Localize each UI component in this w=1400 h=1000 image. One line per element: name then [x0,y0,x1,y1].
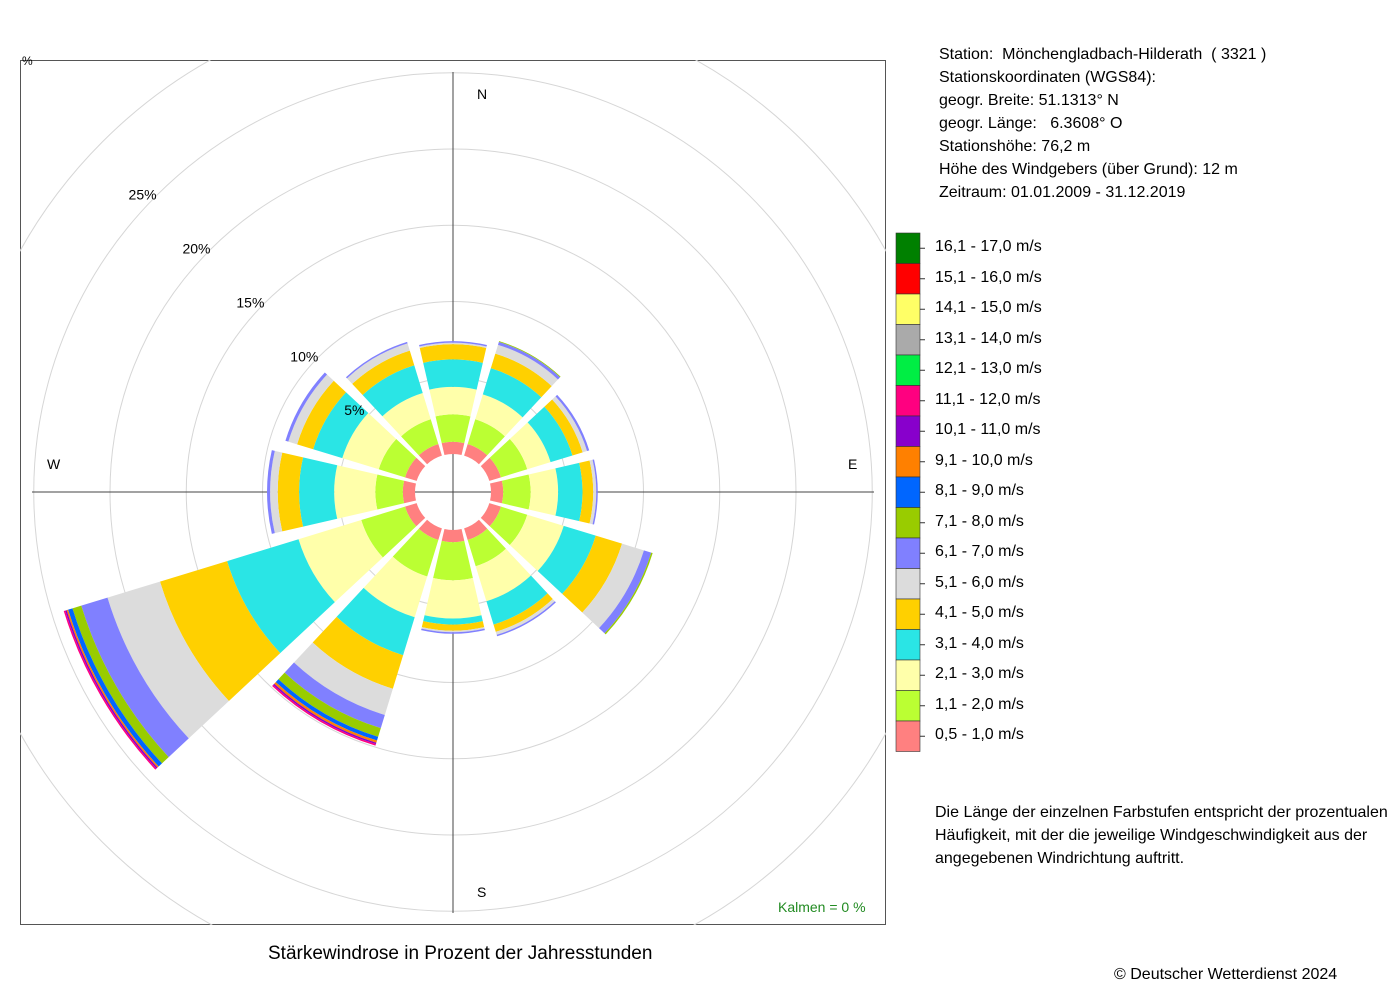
wedge-segment [555,463,582,521]
chart-title: Stärkewindrose in Prozent der Jahresstunden [268,943,653,964]
legend-label: 8,1 - 9,0 m/s [935,482,1024,500]
legend-swatch [896,294,920,325]
compass-label-s: S [477,884,487,900]
legend-swatch [896,599,920,630]
station-info-line: Station: Mönchengladbach-Hilderath ( 3321 ) [939,46,1267,63]
wedge-segment [429,387,476,416]
legend-label: 4,1 - 5,0 m/s [935,604,1024,622]
label-layer [22,54,857,900]
legend-swatch [896,538,920,569]
ring-label: 5% [344,402,365,419]
station-info-line: Stationskoordinaten (WGS84): [939,69,1156,86]
radial-unit-label: % [22,54,33,68]
legend-swatch [896,416,920,447]
copyright: © Deutscher Wetterdienst 2024 [1114,966,1338,983]
legend-label: 3,1 - 4,0 m/s [935,634,1024,652]
legend-swatch [896,508,920,539]
legend-label: 16,1 - 17,0 m/s [935,238,1042,256]
station-info-line: geogr. Länge: 6.3608° O [939,115,1123,132]
ring-label: 15% [236,294,265,311]
axes-layer [32,72,874,913]
compass-label-n: N [477,86,488,102]
wedge-segment [403,481,416,504]
station-info-line: geogr. Breite: 51.1313° N [939,92,1119,109]
legend-label: 12,1 - 13,0 m/s [935,360,1042,378]
wedge-segment [502,475,531,510]
legend-swatch [896,721,920,752]
calms-label: Kalmen = 0 % [778,899,866,915]
legend-label: 13,1 - 14,0 m/s [935,329,1042,347]
legend-label: 7,1 - 8,0 m/s [935,512,1024,530]
station-info-line: Stationshöhe: 76,2 m [939,138,1091,155]
wedge-segment [442,442,465,455]
wedge-segment [425,578,482,618]
legend-swatch [896,447,920,478]
legend-label: 0,5 - 1,0 m/s [935,726,1024,744]
note-line: angegebenen Windrichtung auftritt. [935,850,1185,867]
compass-label-e: E [848,456,858,472]
wedge-segment [334,465,377,518]
station-info-line: Zeitraum: 01.01.2009 - 31.12.2019 [939,184,1186,201]
wedge-segment [375,475,404,510]
note-line: Die Länge der einzelnen Farbstufen entspricht der prozentualen [935,804,1388,821]
wedge-segment [423,359,483,389]
legend-swatch [896,264,920,295]
legend-label: 15,1 - 16,0 m/s [935,268,1042,286]
legend-swatch [896,233,920,264]
legend-swatch [896,569,920,600]
legend-label: 10,1 - 11,0 m/s [935,421,1041,439]
legend-label: 11,1 - 12,0 m/s [935,390,1041,408]
legend-label: 6,1 - 7,0 m/s [935,543,1024,561]
legend-label: 5,1 - 6,0 m/s [935,573,1024,591]
legend-layer [896,233,925,752]
legend-label: 1,1 - 2,0 m/s [935,695,1024,713]
legend-label: 9,1 - 10,0 m/s [935,451,1033,469]
wedge-segment [433,541,473,580]
legend-swatch [896,355,920,386]
ring-label: 10% [290,348,319,365]
legend-swatch [896,630,920,661]
ring-label: 25% [128,186,157,203]
wedge-segment [490,481,503,504]
wedge-segment [299,457,337,526]
legend-label: 14,1 - 15,0 m/s [935,299,1042,317]
station-info-line: Höhe des Windgebers (über Grund): 12 m [939,161,1238,178]
note-line: Häufigkeit, mit der die jeweilige Windgeschwindigkeit aus der [935,827,1368,844]
legend-swatch [896,325,920,356]
legend-swatch [896,691,920,722]
wedge-segment [442,529,465,542]
legend-label: 2,1 - 3,0 m/s [935,665,1024,683]
wedge-segment [529,468,558,515]
legend-swatch [896,477,920,508]
ring-label: 20% [182,240,211,257]
legend-swatch [896,386,920,417]
legend-swatch [896,660,920,691]
compass-label-w: W [47,456,61,472]
wedge-segment [436,414,471,443]
